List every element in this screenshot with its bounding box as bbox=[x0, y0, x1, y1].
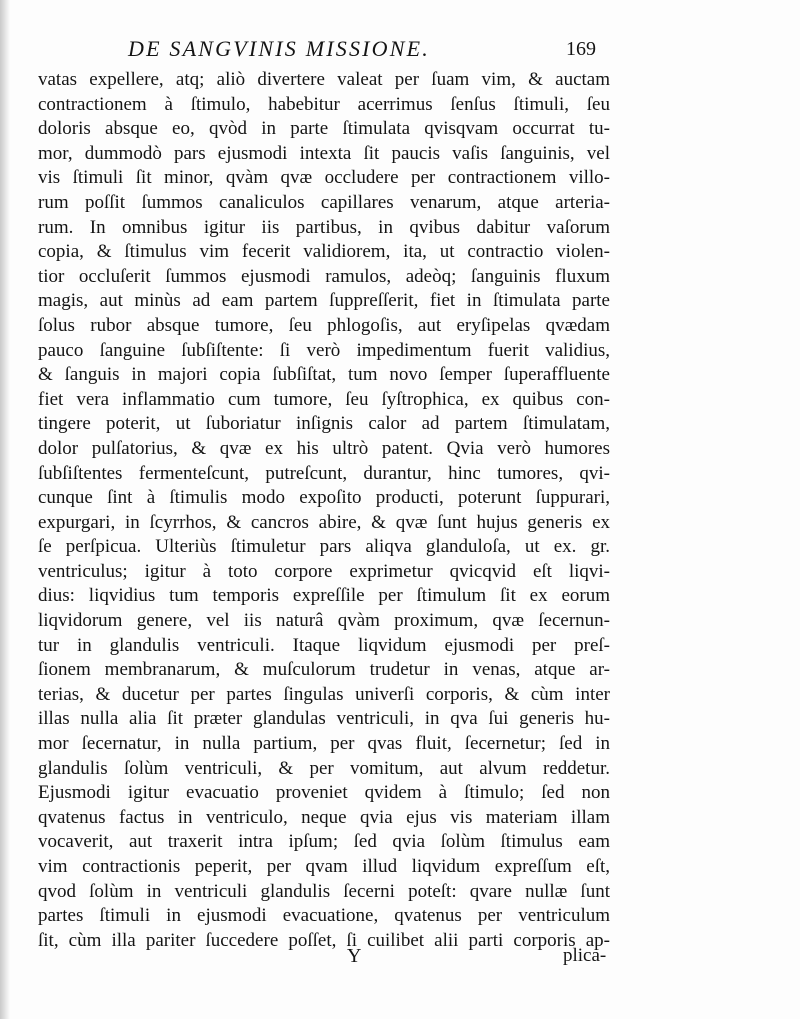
page-footer bbox=[0, 943, 800, 973]
text-line: fiet vera inflammatio cum tumore, ſeu ſyſtrophica, ex quibus con- bbox=[38, 388, 610, 410]
text-line: ſe perſpicua. Ulteriùs ſtimuletur pars aliqva glanduloſa, ut ex. gr. bbox=[38, 536, 610, 558]
text-line: contractionem à ſtimulo, habebitur acerrimus ſenſus ſtimuli, ſeu bbox=[38, 93, 610, 115]
text-line: ſolus rubor absque tumore, ſeu phlogoſis, aut eryſipelas qvædam bbox=[38, 314, 610, 336]
text-line: ſionem membranarum, & muſculorum trudetur in venas, atque ar- bbox=[38, 659, 610, 681]
text-line: & ſanguis in majori copia ſubſiſtat, tum novo ſemper ſuperaffluente bbox=[38, 364, 610, 386]
text-line: dolor pulſatorius, & qvæ ex his ultrò patent. Qvia verò humores bbox=[38, 437, 610, 459]
text-line: tior occluſerit ſummos ejusmodi ramulos, adeòq; ſanguinis fluxum bbox=[38, 265, 610, 287]
page-edge-shadow bbox=[0, 0, 10, 1019]
text-line: pauco ſanguine ſubſiſtente: ſi verò impedimentum fuerit validius, bbox=[38, 339, 610, 361]
running-title: DE SANGVINIS MISSIONE. bbox=[128, 36, 430, 61]
text-line: dius: liqvidius tum temporis expreſſile per ſtimulum ſit ex eorum bbox=[38, 585, 610, 607]
signature-mark: Y bbox=[347, 945, 362, 967]
text-line: qvod ſolùm in ventriculi glandulis ſecerni poteſt: qvare nullæ ſunt bbox=[38, 880, 610, 902]
text-line: glandulis ſolùm ventriculi, & per vomitum, aut alvum reddetur. bbox=[38, 757, 610, 779]
body-text bbox=[38, 68, 610, 953]
text-line: liqvidorum genere, vel iis naturâ qvàm proximum, qvæ ſecernun- bbox=[38, 610, 610, 632]
text-line: vis ſtimuli ſit minor, qvàm qvæ occludere per contractionem villo- bbox=[38, 167, 610, 189]
text-line: qvatenus factus in ventriculo, neque qvia ejus vis materiam illam bbox=[38, 806, 610, 828]
text-line: rum poſſit ſummos canaliculos capillares venarum, atque arteria- bbox=[38, 191, 610, 213]
text-line: rum. In omnibus igitur iis partibus, in qvibus dabitur vaſorum bbox=[38, 216, 610, 238]
text-line: ſubſiſtentes fermenteſcunt, putreſcunt, durantur, hinc tumores, qvi- bbox=[38, 462, 610, 484]
text-line: doloris absque eo, qvòd in parte ſtimulata qvisqvam occurrat tu- bbox=[38, 118, 610, 140]
text-line: ventriculus; igitur à toto corpore exprimetur qvicqvid eſt liqvi- bbox=[38, 560, 610, 582]
text-line: tingere poterit, ut ſuboriatur inſignis calor ad partem ſtimulatam, bbox=[38, 413, 610, 435]
text-line: expurgari, in ſcyrrhos, & cancros abire, & qvæ ſunt hujus generis ex bbox=[38, 511, 610, 533]
text-line: terias, & ducetur per partes ſingulas univerſi corporis, & cùm inter bbox=[38, 683, 610, 705]
text-line: vim contractionis peperit, per qvam illud liqvidum expreſſum eſt, bbox=[38, 856, 610, 877]
text-line: ſit, cùm illa pariter ſuccedere poſſet, ſi cuilibet alii parti corporis ap- bbox=[38, 929, 610, 951]
catchword: plica- bbox=[563, 945, 607, 966]
text-line: mor, dummodò pars ejusmodi intexta ſit paucis vaſis ſanguinis, vel bbox=[38, 142, 610, 164]
text-line: vocaverit, aut traxerit intra ipſum; ſed qvia ſolùm ſtimulus eam bbox=[38, 831, 610, 853]
text-line: Ejusmodi igitur evacuatio proveniet qvidem à ſtimulo; ſed non bbox=[38, 782, 610, 804]
text-line: illas nulla alia ſit præter glandulas ventriculi, in qva ſui generis hu- bbox=[38, 708, 610, 730]
running-head bbox=[0, 34, 800, 68]
text-line: cunque ſint à ſtimulis modo expoſito producti, poterunt ſuppurari, bbox=[38, 487, 610, 509]
text-line: tur in glandulis ventriculi. Itaque liqvidum ejusmodi per preſ- bbox=[38, 634, 610, 656]
text-line: copia, & ſtimulus vim fecerit validiorem, ita, ut contractio violen- bbox=[38, 241, 610, 263]
text-line: mor ſecernatur, in nulla partium, per qvas fluit, ſecernetur; ſed in bbox=[38, 733, 610, 755]
text-line: magis, aut minùs ad eam partem ſuppreſſerit, fiet in ſtimulata parte bbox=[38, 290, 610, 312]
text-line: partes ſtimuli in ejusmodi evacuatione, qvatenus per ventriculum bbox=[38, 905, 610, 927]
text-line: vatas expellere, atq; aliò divertere valeat per ſuam vim, & auctam bbox=[38, 69, 610, 90]
page-number: 169 bbox=[566, 38, 596, 60]
